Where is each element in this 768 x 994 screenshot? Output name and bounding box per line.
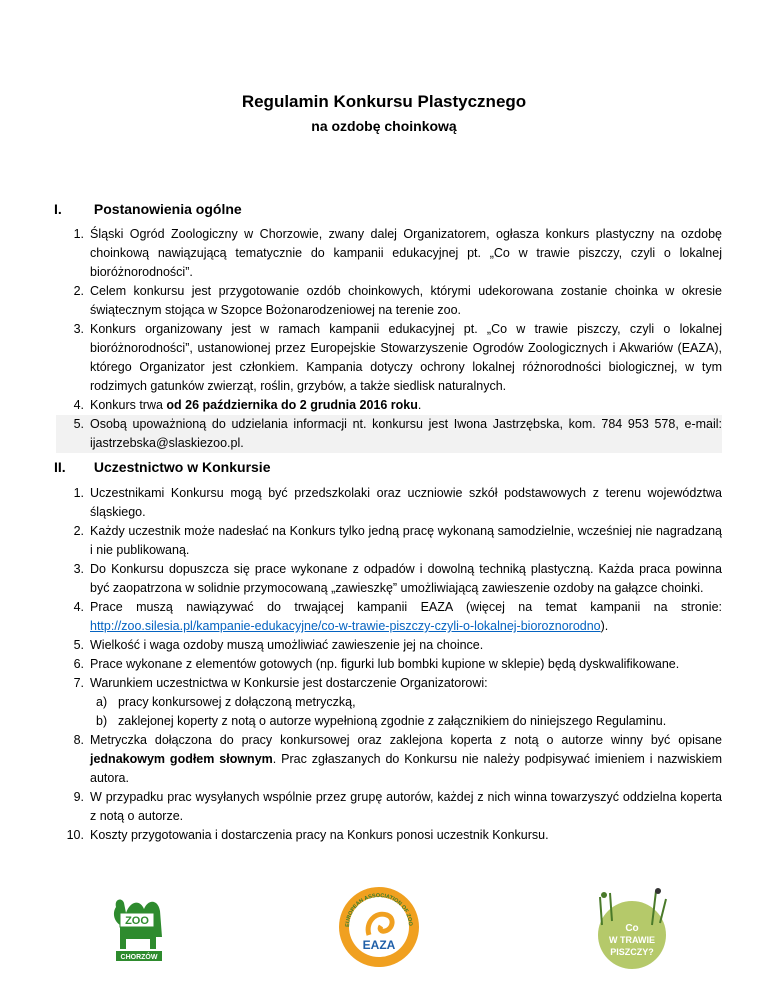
section-title: Uczestnictwo w Konkursie bbox=[93, 459, 271, 475]
eaza-emblem-icon bbox=[335, 883, 423, 971]
list-item: 3. Konkurs organizowany jest w ramach kampanii edukacyjnej pt. „Co w trawie piszczy, czyli o lokalnej bioróżnorodności”, ustanowionej przez Europejskie Stowarzyszenie Ogrodów Zoologicznych i Akwariów (EAZA), którego Organizator jest członkiem. Kampania dotyczy ochrony lokalnej różnorodności biologicznej, w tym rodzimych gatunków zwierząt, roślin, grzybów, a także siedlisk naturalnych. bbox=[73, 322, 722, 393]
zoo-logo-text: ZOO bbox=[125, 915, 149, 927]
list-item: 2. Celem konkursu jest przygotowanie ozdób choinkowych, którymi udekorowana zostanie choinka w okresie świątecznym stojąca w Szopce Bożonarodzeniowej na terenie zoo. bbox=[73, 284, 722, 317]
list-item: 1. Śląski Ogród Zoologiczny w Chorzowie, zwany dalej Organizatorem, ogłasza konkurs plastyczny na ozdobę choinkową nawiązującą tematycznie do kampanii edukacyjnej pt. „Co w trawie piszczy, czyli o lokalnej bioróżnorodności”. bbox=[73, 227, 722, 279]
section-2-list bbox=[56, 484, 722, 845]
campaign-link[interactable]: http://zoo.silesia.pl/kampanie-edukacyjne/co-w-trawie-piszczy-czyli-o-lokalnej-bioroznorodno bbox=[90, 619, 601, 633]
document-title: Regulamin Konkursu Plastycznego bbox=[241, 92, 527, 111]
list-item: 2. Każdy uczestnik może nadesłać na Konkurs tylko jedną pracę wykonaną samodzielnie, wcześniej nie nagradzaną i nie publikowaną. bbox=[73, 524, 722, 557]
eaza-ring-text: EUROPEAN ASSOCIATION OF ZOO bbox=[344, 892, 414, 928]
sub-list-item: b) zaklejonej koperty z notą o autorze wypełnioną zgodnie z załącznikiem do niniejszego Regulaminu. bbox=[96, 714, 667, 728]
list-item: 5. Osobą upoważnioną do udzielania informacji nt. konkursu jest Iwona Jastrzębska, kom. 784 953 578, e-mail: ijastrzebska@slaskiezoo.pl. bbox=[56, 415, 722, 453]
section-1-list bbox=[56, 225, 722, 453]
campaign-text-1: Co bbox=[625, 923, 639, 934]
zoo-chorzow-logo bbox=[96, 885, 176, 965]
section-number: II. bbox=[54, 459, 66, 475]
list-item: 9. W przypadku prac wysyłanych wspólnie przez grupę autorów, każdej z nich winna towarzyszyć oddzielna koperta z notą o autorze. bbox=[73, 790, 722, 823]
campaign-text-3: PISZCZY? bbox=[610, 947, 654, 957]
zoo-logo-city: CHORZÓW bbox=[120, 954, 158, 961]
section-heading-1 bbox=[54, 201, 242, 217]
eaza-logo bbox=[335, 883, 423, 971]
list-item: 3. Do Konkursu dopuszcza się prace wykonane z odpadów i dowolną techniką plastyczną. Każda praca powinna być zaopatrzona w solidnie przymocowaną „zawieszkę” umożliwiającą zawieszenie ozdoby na gałązce choinki. bbox=[73, 562, 722, 595]
campaign-logo bbox=[586, 885, 678, 977]
section-number: I. bbox=[54, 201, 62, 217]
document-subtitle: na ozdobę choinkową bbox=[311, 118, 457, 134]
eaza-text: EAZA bbox=[362, 938, 396, 952]
sub-list-item: a) pracy konkursowej z dołączoną metryczką, bbox=[96, 695, 356, 709]
list-item: 8. Metryczka dołączona do pracy konkursowej oraz zaklejona koperta z notą o autorze winny być opisane jednakowym godłem słownym. Prac zgłaszanych do Konkursu nie należy podpisywać imieniem i nazwiskiem autora. bbox=[73, 733, 722, 785]
list-item: 4. Prace muszą nawiązywać do trwającej kampanii EAZA (więcej na temat kampanii na stronie: http://zoo.silesia.pl/kampanie-edukacyjne/co-w-trawie-piszczy-czyli-o-lokalnej-bioroznorodno). bbox=[73, 600, 722, 633]
list-item: 4. Konkurs trwa od 26 października do 2 grudnia 2016 roku. bbox=[73, 398, 422, 412]
list-item: 5. Wielkość i waga ozdoby muszą umożliwiać zawieszenie jej na choince. bbox=[73, 638, 484, 652]
list-item: 6. Prace wykonane z elementów gotowych (np. figurki lub bombki kupione w sklepie) będą dyskwalifikowane. bbox=[73, 657, 680, 671]
grass-icon bbox=[586, 885, 678, 977]
section-title: Postanowienia ogólne bbox=[93, 201, 242, 217]
sub-list bbox=[90, 693, 722, 731]
campaign-text-2: W TRAWIE bbox=[609, 935, 655, 945]
list-item: 7. Warunkiem uczestnictwa w Konkursie jest dostarczenie Organizatorowi: a) pracy konkursowej z dołączoną metryczką, b) zaklejonej koperty z notą o autorze wypełnioną zgodnie z załącznikiem do niniejszego Regulaminu. bbox=[56, 674, 722, 731]
list-item: 1. Uczestnikami Konkursu mogą być przedszkolaki oraz uczniowie szkół podstawowych z terenu województwa śląskiego. bbox=[73, 486, 722, 519]
list-item: 10. Koszty przygotowania i dostarczenia pracy na Konkurs ponosi uczestnik Konkursu. bbox=[66, 828, 549, 842]
section-heading-2 bbox=[54, 459, 270, 475]
camel-icon bbox=[96, 885, 176, 965]
